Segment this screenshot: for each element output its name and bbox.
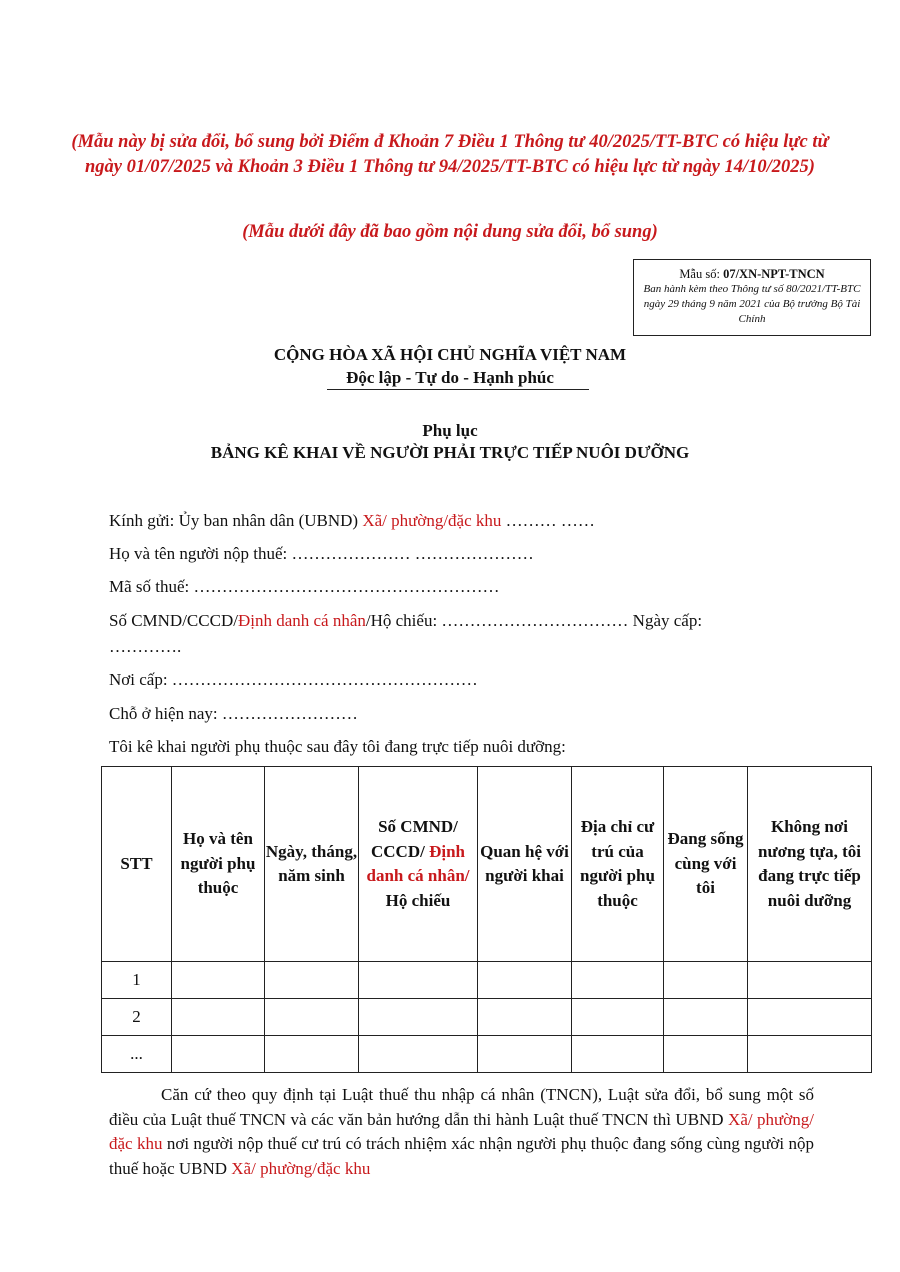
row-number: 1 (102, 962, 172, 999)
amendment-included-note: (Mẫu dưới đây đã bao gồm nội dung sửa đổi, bổ sung) (242, 222, 658, 242)
table-cell[interactable] (265, 1036, 359, 1073)
motto-underline (327, 389, 589, 390)
table-cell[interactable] (664, 962, 748, 999)
table-cell[interactable] (572, 962, 664, 999)
form-code-label: Mẫu số: (679, 267, 724, 281)
header-id-part2: Hộ chiếu (385, 890, 451, 910)
dependents-table (101, 766, 872, 1073)
recipient-commune: Xã/ phường/đặc khu (362, 511, 502, 530)
table-cell[interactable] (359, 1036, 478, 1073)
issue-date-field[interactable]: …………. (109, 637, 182, 656)
declaration-line: Tôi kê khai người phụ thuộc sau đây tôi đang trực tiếp nuôi dưỡng: (109, 737, 566, 756)
table-cell[interactable] (478, 1036, 572, 1073)
recipient-line (109, 510, 595, 532)
table-cell[interactable] (172, 999, 265, 1036)
table-cell[interactable] (748, 962, 872, 999)
table-cell[interactable] (172, 1036, 265, 1073)
taxpayer-name-field[interactable]: Họ và tên người nộp thuế: ………………… ………………… (109, 544, 534, 563)
header-relationship: Quan hệ với người khai (478, 767, 572, 962)
id-personal-identifier: Định danh cá nhân (237, 611, 366, 630)
header-id-red: Định danh cá nhân/ (366, 841, 470, 885)
para-part2: nơi người nộp thuế cư trú có trách nhiệm xác nhận người phụ thuộc đang sống cùng người nộp thuế hoặc UBND (109, 1134, 815, 1178)
tax-code-field[interactable]: Mã số thuế: ……………………………………………… (109, 577, 500, 596)
header-id-part1: Số CMND/ CCCD/ (370, 817, 458, 861)
header-dependent-name: Họ và tên người phụ thuộc (172, 767, 265, 962)
row-number: ... (102, 1036, 172, 1073)
table-cell[interactable] (478, 999, 572, 1036)
place-of-issue-field[interactable]: Nơi cấp: ……………………………………………… (109, 670, 478, 689)
para-commune-2: Xã/ phường/đặc khu (231, 1158, 371, 1178)
table-cell[interactable] (172, 962, 265, 999)
table-row (102, 999, 872, 1036)
id-number-field[interactable] (109, 610, 702, 632)
table-row (102, 962, 872, 999)
legal-basis-paragraph (109, 1083, 814, 1181)
amendment-notice: (Mẫu này bị sửa đổi, bổ sung bởi Điểm đ Khoản 7 Điều 1 Thông tư 40/2025/TT-BTC có hiệu lực từ ngày 01/07/2025 và Khoản 3 Điều 1 Thông tư 94/2025/TT-BTC có hiệu lực từ ngày 14/10/2025) (71, 132, 829, 177)
para-part1: Căn cứ theo quy định tại Luật thuế thu nhập cá nhân (TNCN), Luật sửa đổi, bổ sung một số điều của Luật thuế TNCN và các văn bản hướng dẫn thi hành Luật thuế TNCN thì UBND (109, 1085, 814, 1129)
id-label: Số CMND/CCCD/ (109, 611, 238, 630)
table-cell[interactable] (572, 1036, 664, 1073)
recipient-label: Kính gửi: Ủy ban nhân dân (UBND) (109, 511, 363, 530)
table-cell[interactable] (478, 962, 572, 999)
header-living-with: Đang sống cùng với tôi (664, 767, 748, 962)
table-cell[interactable] (572, 999, 664, 1036)
table-cell[interactable] (664, 1036, 748, 1073)
table-cell[interactable] (664, 999, 748, 1036)
table-cell[interactable] (265, 999, 359, 1036)
row-number: 2 (102, 999, 172, 1036)
id-rest: /Hộ chiếu: …………………………… Ngày cấp: (365, 611, 703, 630)
table-cell[interactable] (359, 962, 478, 999)
motto: Độc lập - Tự do - Hạnh phúc (346, 368, 554, 387)
table-cell[interactable] (748, 1036, 872, 1073)
table-cell[interactable] (748, 999, 872, 1036)
form-issued-by: Ban hành kèm theo Thông tư số 80/2021/TT-BTC ngày 29 tháng 9 năm 2021 của Bộ trưởng Bộ Tài Chính (643, 283, 861, 325)
para-commune-1: Xã/ phường/đặc khu (109, 1109, 814, 1153)
header-no-support: Không nơi nương tựa, tôi đang trực tiếp nuôi dưỡng (748, 767, 872, 962)
form-code-value: 07/XN-NPT-TNCN (723, 267, 825, 281)
header-stt: STT (102, 767, 172, 962)
table-header-row (102, 767, 872, 962)
current-residence-field[interactable]: Chỗ ở hiện nay: …………………… (109, 704, 358, 723)
appendix-label: Phụ lục (422, 421, 478, 440)
form-code-box (633, 259, 871, 336)
table-cell[interactable] (265, 962, 359, 999)
header-id-number (359, 767, 478, 962)
recipient-dots: ……… …… (501, 511, 595, 530)
document-title: BẢNG KÊ KHAI VỀ NGƯỜI PHẢI TRỰC TIẾP NUÔI DƯỠNG (210, 443, 690, 462)
country-header: CỘNG HÒA XÃ HỘI CHỦ NGHĨA VIỆT NAM (273, 345, 627, 364)
header-date-of-birth: Ngày, tháng, năm sinh (265, 767, 359, 962)
table-cell[interactable] (359, 999, 478, 1036)
header-address: Địa chỉ cư trú của người phụ thuộc (572, 767, 664, 962)
table-row (102, 1036, 872, 1073)
